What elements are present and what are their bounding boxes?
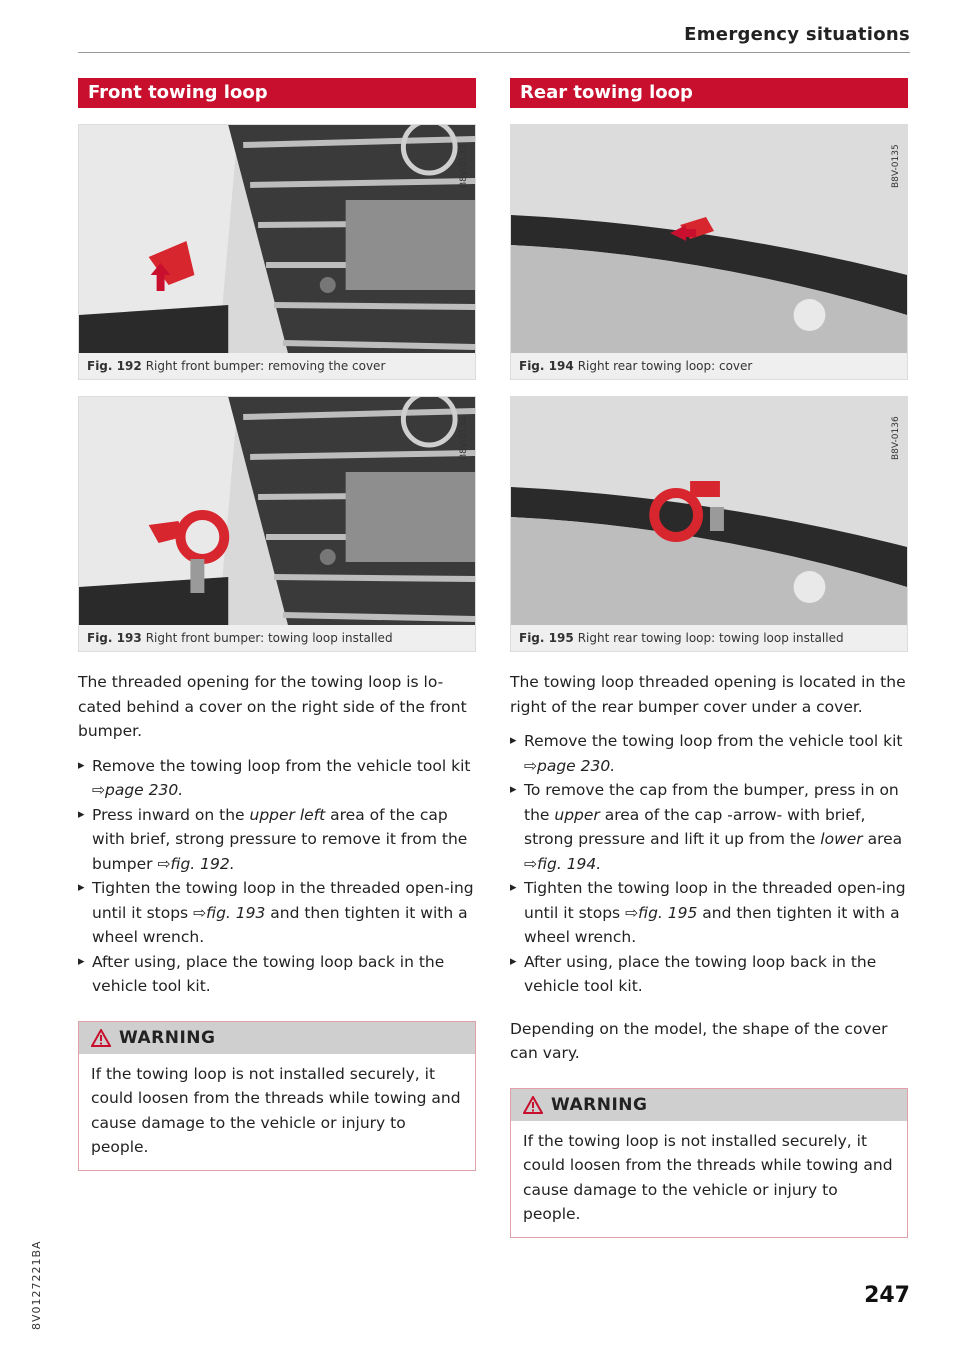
warning-text: If the towing loop is not installed securely, it could loosen from the threads while towing and cause damage to the vehicle or injury to people. xyxy=(91,1064,461,1156)
warning-title: WARNING xyxy=(551,1094,648,1115)
instruction-list xyxy=(78,754,476,999)
warning-box xyxy=(510,1088,908,1238)
figure-192 xyxy=(78,124,476,380)
figure-label: Fig. 194 xyxy=(519,359,574,373)
left-column xyxy=(78,78,476,1171)
page-reference-link[interactable]: ⇨page 230. xyxy=(92,781,184,799)
front-towing-loop-illustration xyxy=(79,397,475,625)
figure-caption-text: Right front bumper: removing the cover xyxy=(145,359,386,373)
model-note: Depending on the model, the shape of the cover can vary. xyxy=(510,1019,888,1062)
figure-194 xyxy=(510,124,908,380)
warning-triangle-icon xyxy=(523,1096,543,1114)
figure-caption xyxy=(79,353,475,379)
figure-caption xyxy=(511,625,907,651)
front-bumper-cover-photo xyxy=(79,125,475,353)
list-item: ▸ After using, place the towing loop back in the vehicle tool kit. xyxy=(510,950,908,999)
warning-header xyxy=(79,1022,475,1054)
figure-193 xyxy=(78,396,476,652)
right-column xyxy=(510,78,908,1238)
instruction-list xyxy=(510,729,908,999)
warning-title: WARNING xyxy=(119,1027,216,1048)
figure-caption xyxy=(79,625,475,651)
intro-paragraph: The threaded opening for the towing loop is lo-cated behind a cover on the right side of the front bumper. xyxy=(78,673,467,740)
figure-caption-text: Right front bumper: towing loop installed xyxy=(145,631,393,645)
figure-label: Fig. 192 xyxy=(87,359,142,373)
document-code: 8V0127221BA xyxy=(30,1240,43,1330)
front-bumper-loop-photo xyxy=(79,397,475,625)
rear-bumper-loop-photo xyxy=(511,397,907,625)
page-reference-link[interactable]: ⇨page 230. xyxy=(524,756,616,775)
page-number: 247 xyxy=(864,1283,910,1308)
figure-label: Fig. 195 xyxy=(519,631,574,645)
rear-towing-loop-illustration xyxy=(511,397,907,625)
section-title-rear-towing-loop: Rear towing loop xyxy=(510,78,908,108)
figure-code: B8V-0134 xyxy=(459,416,469,460)
rear-bumper-illustration xyxy=(511,125,907,353)
list-item: ▸ Remove the towing loop from the vehicle tool kit ⇨page 230. xyxy=(78,754,476,803)
figure-code: B8V-0136 xyxy=(891,416,901,460)
list-item: ▸ Remove the towing loop from the vehicle tool kit ⇨page 230. xyxy=(510,729,908,778)
list-item: ▸ Press inward on the upper left area of the cap with brief, strong pressure to remove it from the bumper ⇨fig. 192. xyxy=(78,803,476,877)
chapter-title: Emergency situations xyxy=(684,24,910,45)
figure-reference-link[interactable]: ⇨fig. 194. xyxy=(524,854,602,873)
figure-reference-link[interactable]: ⇨fig. 192. xyxy=(157,854,235,873)
figure-reference-link[interactable]: ⇨fig. 193 xyxy=(193,903,266,922)
list-item: ▸ Tighten the towing loop in the threaded open-ing until it stops ⇨fig. 193 and then tighten it with a wheel wrench. xyxy=(78,876,476,950)
list-item: ▸ Tighten the towing loop in the threaded open-ing until it stops ⇨fig. 195 and then tighten it with a wheel wrench. xyxy=(510,876,908,950)
figure-caption-text: Right rear towing loop: cover xyxy=(577,359,753,373)
list-item: ▸ After using, place the towing loop back in the vehicle tool kit. xyxy=(78,950,476,999)
figure-caption-text: Right rear towing loop: towing loop installed xyxy=(577,631,844,645)
section-title-front-towing-loop: Front towing loop xyxy=(78,78,476,108)
list-item: ▸ To remove the cap from the bumper, press in on the upper area of the cap -arrow- with brief, strong pressure and lift it up from the lower area ⇨fig. 194. xyxy=(510,778,908,876)
figure-code: B8V-0133 xyxy=(459,144,469,188)
warning-triangle-icon xyxy=(91,1029,111,1047)
warning-header xyxy=(511,1089,907,1121)
front-bumper-illustration xyxy=(79,125,475,353)
figure-reference-link[interactable]: ⇨fig. 195 xyxy=(625,903,698,922)
figure-label: Fig. 193 xyxy=(87,631,142,645)
rear-bumper-cover-photo xyxy=(511,125,907,353)
warning-text: If the towing loop is not installed securely, it could loosen from the threads while towing and cause damage to the vehicle or injury to people. xyxy=(523,1131,893,1223)
header-divider xyxy=(78,52,910,53)
figure-195 xyxy=(510,396,908,652)
intro-paragraph: The towing loop threaded opening is located in the right of the rear bumper cover under a cover. xyxy=(510,673,906,716)
warning-box xyxy=(78,1021,476,1171)
figure-caption xyxy=(511,353,907,379)
figure-code: B8V-0135 xyxy=(891,144,901,188)
